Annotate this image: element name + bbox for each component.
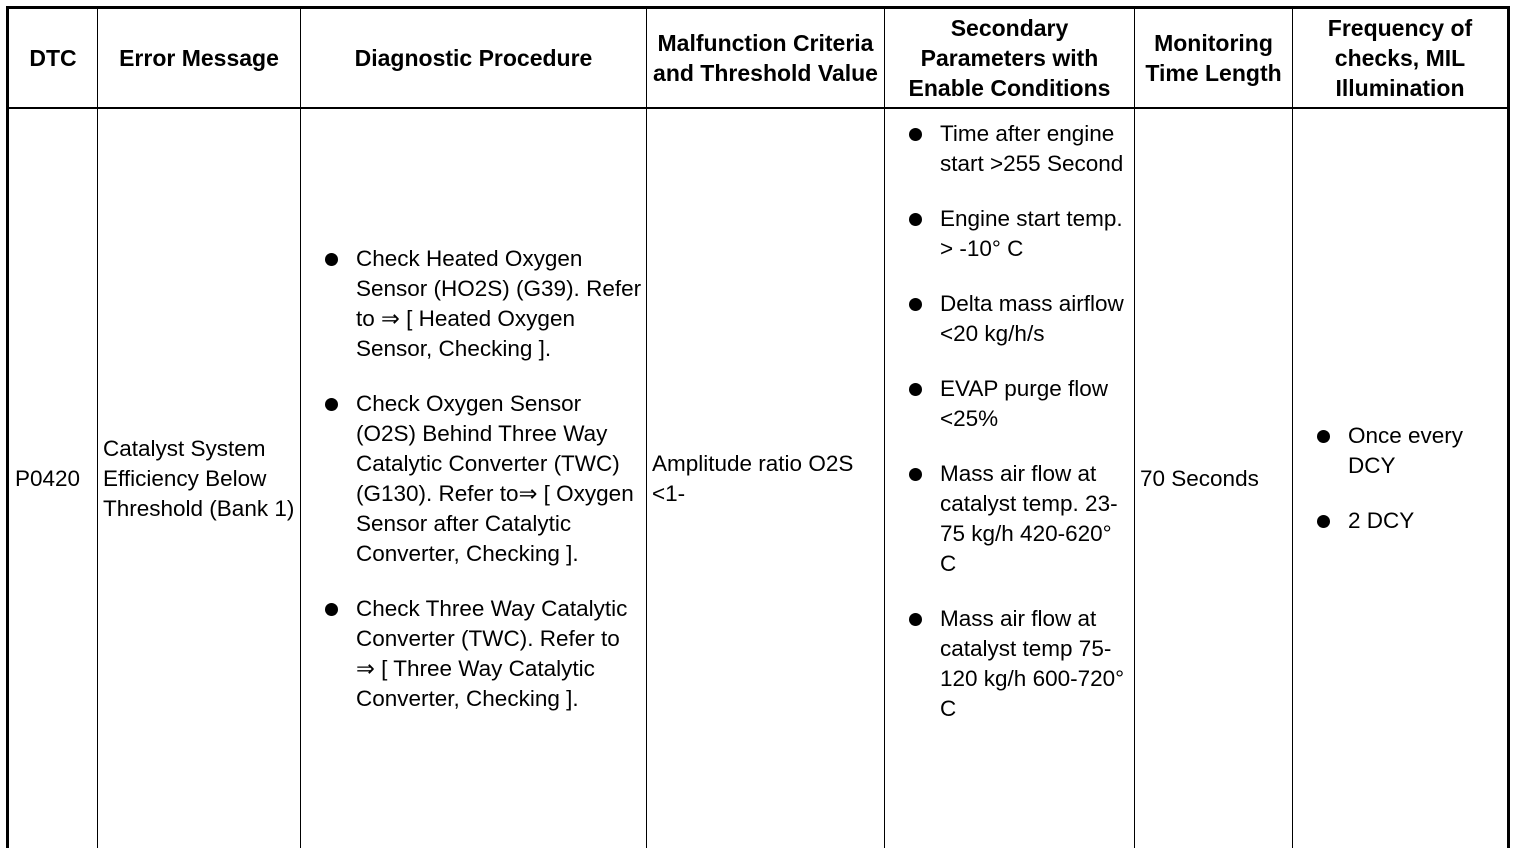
header-row	[8, 8, 1509, 109]
list-item	[301, 594, 646, 714]
bullet-icon	[325, 398, 338, 411]
frequency-value: Once every DCY	[1348, 423, 1464, 478]
header-secondary-parameters: Secondary Parameters with Enable Conditions	[885, 8, 1135, 109]
diagnostic-procedure-list	[301, 244, 646, 714]
bullet-icon	[909, 468, 922, 481]
bullet-icon	[325, 253, 338, 266]
header-diagnostic-procedure: Diagnostic Procedure	[301, 8, 647, 109]
list-item	[301, 244, 646, 364]
enable-condition: Time after engine start >255 Second	[940, 121, 1124, 176]
list-item	[885, 289, 1134, 349]
enable-condition: EVAP purge flow <25%	[940, 376, 1109, 431]
secondary-parameters-cell	[885, 108, 1135, 848]
dtc-code: P0420	[8, 108, 98, 848]
enable-condition: Engine start temp. > -10° C	[940, 206, 1123, 261]
diagnostic-procedure-cell	[301, 108, 647, 848]
monitoring-time: 70 Seconds	[1135, 108, 1293, 848]
malfunction-criteria: Amplitude ratio O2S <1-	[647, 108, 885, 848]
list-item	[885, 459, 1134, 579]
procedure-step: Check Three Way Catalytic Converter (TWC). Refer to ⇒ [ Three Way Catalytic Converter, Checking ].	[356, 595, 628, 711]
list-item	[301, 389, 646, 569]
bullet-icon	[909, 298, 922, 311]
procedure-step: Check Heated Oxygen Sensor (HO2S) (G39). Refer to ⇒ [ Heated Oxygen Sensor, Checking ].	[356, 245, 642, 361]
list-item	[1293, 421, 1507, 481]
frequency-list	[1293, 421, 1507, 536]
list-item	[885, 204, 1134, 264]
bullet-icon	[1317, 430, 1330, 443]
bullet-icon	[909, 383, 922, 396]
error-message: Catalyst System Efficiency Below Threshold (Bank 1)	[98, 108, 301, 848]
frequency-cell	[1293, 108, 1509, 848]
header-malfunction-criteria: Malfunction Criteria and Threshold Value	[647, 8, 885, 109]
header-error-message: Error Message	[98, 8, 301, 109]
list-item	[885, 374, 1134, 434]
frequency-value: 2 DCY	[1348, 508, 1415, 533]
bullet-icon	[909, 128, 922, 141]
enable-condition: Mass air flow at catalyst temp. 23-75 kg/h 420-620° C	[940, 461, 1118, 576]
header-monitoring-time: Monitoring Time Length	[1135, 8, 1293, 109]
dtc-table	[6, 6, 1510, 848]
secondary-parameters-list	[885, 119, 1134, 724]
list-item	[885, 604, 1134, 724]
enable-condition: Mass air flow at catalyst temp 75-120 kg/h 600-720° C	[940, 606, 1125, 721]
procedure-step: Check Oxygen Sensor (O2S) Behind Three Way Catalytic Converter (TWC) (G130). Refer to⇒ [ Oxygen Sensor after Catalytic Converter, Checking ].	[356, 390, 634, 566]
bullet-icon	[1317, 515, 1330, 528]
enable-condition: Delta mass airflow <20 kg/h/s	[940, 291, 1124, 346]
bullet-icon	[909, 613, 922, 626]
table-row	[8, 108, 1509, 848]
bullet-icon	[325, 603, 338, 616]
bullet-icon	[909, 213, 922, 226]
list-item	[885, 119, 1134, 179]
header-frequency: Frequency of checks, MIL Illumination	[1293, 8, 1509, 109]
header-dtc: DTC	[8, 8, 98, 109]
list-item	[1293, 506, 1507, 536]
